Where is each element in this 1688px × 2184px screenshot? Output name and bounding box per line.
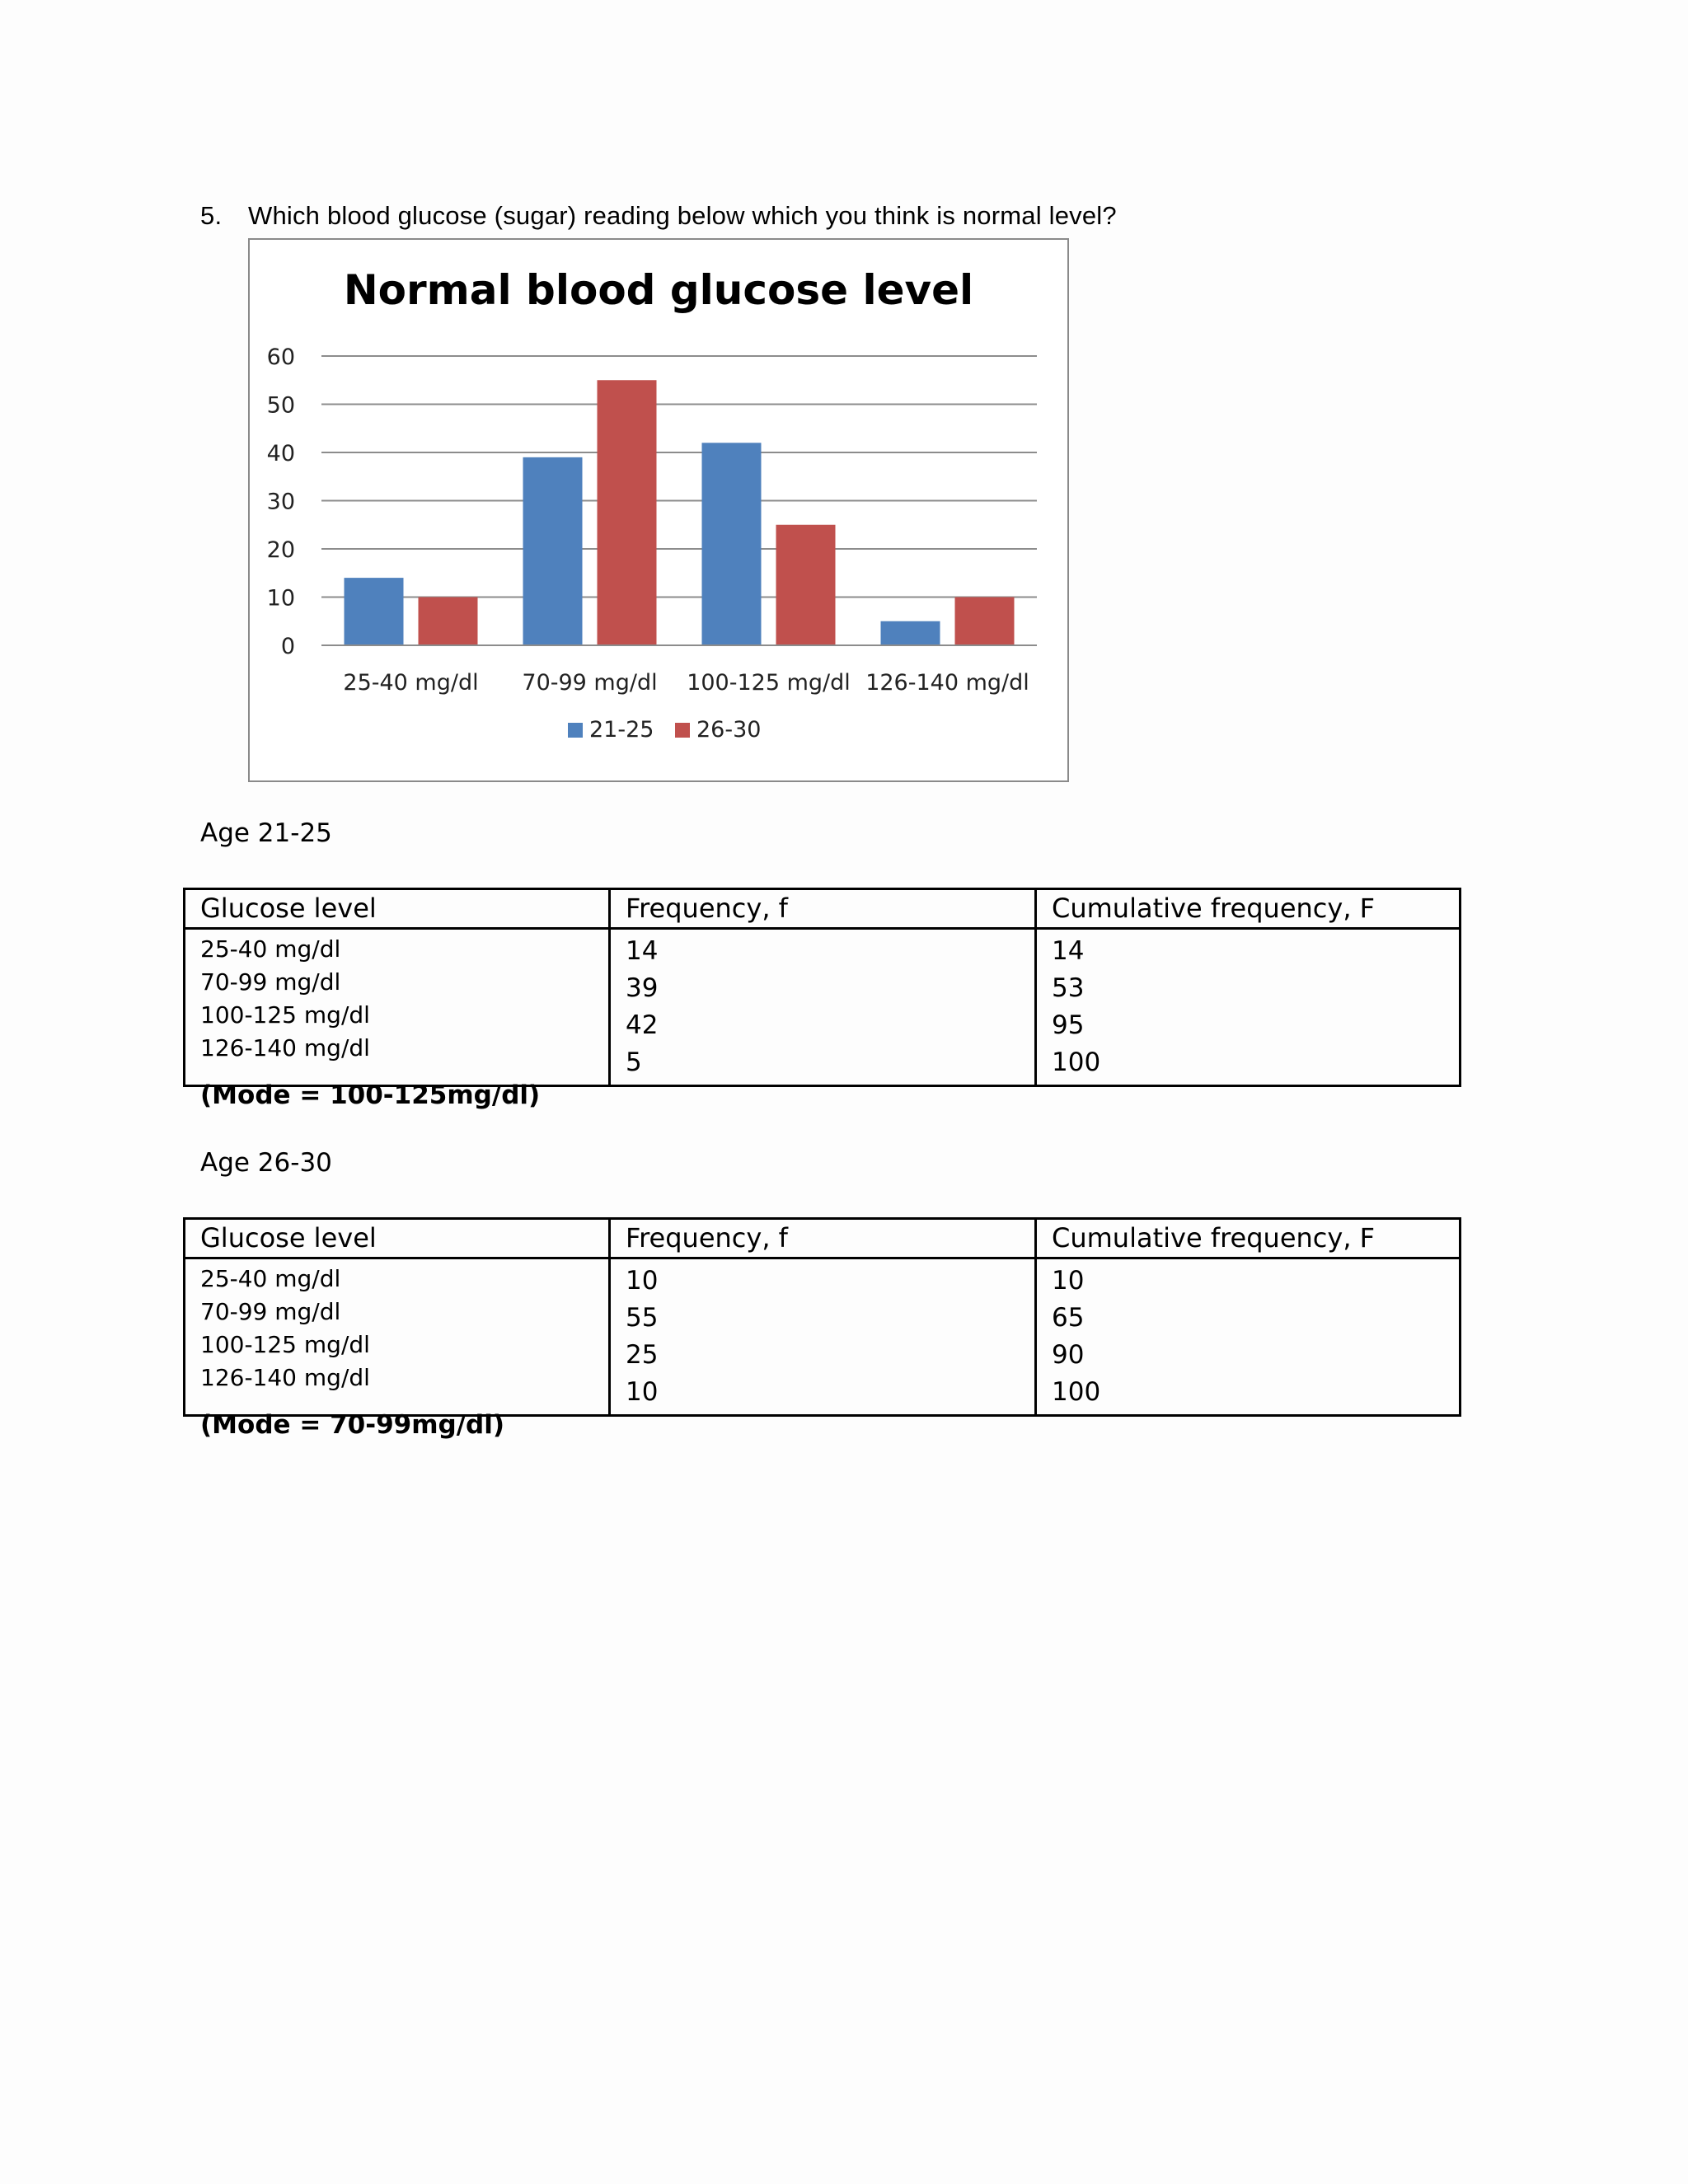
- header-glucose-level: Glucose level: [185, 889, 610, 929]
- table-cell: 14: [1052, 936, 1085, 966]
- header-frequency: Frequency, f: [610, 1219, 1036, 1258]
- cumulative-frequency-cell: [1036, 929, 1461, 1086]
- header-cumulative-frequency: Cumulative frequency, F: [1036, 1219, 1461, 1258]
- question-text: Which blood glucose (sugar) reading below which you think is normal level?: [248, 201, 1117, 230]
- table-cell: 126-140 mg/dl: [200, 1034, 370, 1062]
- table-cell: 10: [1052, 1266, 1085, 1296]
- table-cell: 42: [626, 1010, 659, 1040]
- bar-21-25-126-140-mg-dl: [881, 621, 940, 645]
- bar-21-25-100-125-mg-dl: [702, 443, 762, 645]
- y-tick-label: 0: [280, 634, 295, 659]
- mode-age-26-30: (Mode = 70-99mg/dl): [200, 1410, 505, 1440]
- table-cell: 14: [626, 936, 659, 966]
- bar-26-30-70-99-mg-dl: [598, 380, 657, 645]
- table-cell: 100: [1052, 1377, 1101, 1407]
- table-cell: 10: [626, 1266, 659, 1296]
- header-frequency: Frequency, f: [610, 889, 1036, 929]
- x-tick-label: 25-40 mg/dl: [343, 670, 479, 696]
- table-cell: 55: [626, 1303, 659, 1333]
- bar-21-25-70-99-mg-dl: [523, 457, 583, 645]
- bar-chart: [250, 240, 1067, 780]
- table-cell: 53: [1052, 973, 1085, 1003]
- glucose-level-cell: [185, 929, 610, 1086]
- table-cell: 25: [626, 1340, 659, 1370]
- table-cell: 100-125 mg/dl: [200, 1331, 370, 1358]
- header-glucose-level: Glucose level: [185, 1219, 610, 1258]
- table-cell: 90: [1052, 1340, 1085, 1370]
- bar-26-30-25-40-mg-dl: [419, 598, 478, 646]
- y-tick-label: 40: [266, 441, 295, 466]
- frequency-cell: [610, 929, 1036, 1086]
- table-header-row: [185, 1219, 1461, 1258]
- legend-swatch: [675, 723, 690, 738]
- table-cell: 25-40 mg/dl: [200, 1265, 341, 1292]
- x-tick-label: 126-140 mg/dl: [865, 670, 1029, 696]
- table-cell: 39: [626, 973, 659, 1003]
- bar-26-30-100-125-mg-dl: [776, 525, 836, 645]
- legend-label: 26-30: [696, 717, 762, 743]
- table-header-row: [185, 889, 1461, 929]
- cumulative-frequency-cell: [1036, 1258, 1461, 1416]
- y-tick-label: 10: [266, 585, 295, 612]
- table-cell: 10: [626, 1377, 659, 1407]
- header-cumulative-frequency: Cumulative frequency, F: [1036, 889, 1461, 929]
- table-cell: 95: [1052, 1010, 1085, 1040]
- frequency-table-age-26-30: [183, 1217, 1461, 1417]
- table-cell: 5: [626, 1047, 642, 1077]
- y-tick-label: 30: [266, 489, 295, 515]
- table-caption-age-21-25: Age 21-25: [200, 818, 332, 848]
- table-cell: 25-40 mg/dl: [200, 935, 341, 963]
- table-cell: 100: [1052, 1047, 1101, 1077]
- mode-age-21-25: (Mode = 100-125mg/dl): [200, 1080, 541, 1110]
- legend-label: 21-25: [589, 717, 654, 743]
- frequency-cell: [610, 1258, 1036, 1416]
- table-cell: 70-99 mg/dl: [200, 1298, 341, 1325]
- x-tick-label: 70-99 mg/dl: [522, 670, 658, 696]
- y-tick-label: 20: [266, 537, 295, 563]
- question-number: 5.: [200, 201, 223, 230]
- chart-container: [248, 238, 1069, 782]
- frequency-table-age-21-25: [183, 888, 1461, 1087]
- table-body-row: [185, 929, 1461, 1086]
- question: [200, 201, 1117, 231]
- table-caption-age-26-30: Age 26-30: [200, 1148, 332, 1178]
- legend-swatch: [568, 723, 583, 738]
- bar-21-25-25-40-mg-dl: [345, 578, 404, 645]
- chart-title: Normal blood glucose level: [343, 266, 974, 314]
- y-tick-label: 50: [266, 392, 295, 419]
- x-tick-label: 100-125 mg/dl: [687, 670, 851, 696]
- bar-26-30-126-140-mg-dl: [955, 598, 1015, 646]
- glucose-level-cell: [185, 1258, 610, 1416]
- y-tick-label: 60: [266, 344, 295, 370]
- table-cell: 126-140 mg/dl: [200, 1364, 370, 1391]
- table-body-row: [185, 1258, 1461, 1416]
- table-cell: 100-125 mg/dl: [200, 1001, 370, 1029]
- table-cell: 65: [1052, 1303, 1085, 1333]
- table-cell: 70-99 mg/dl: [200, 968, 341, 996]
